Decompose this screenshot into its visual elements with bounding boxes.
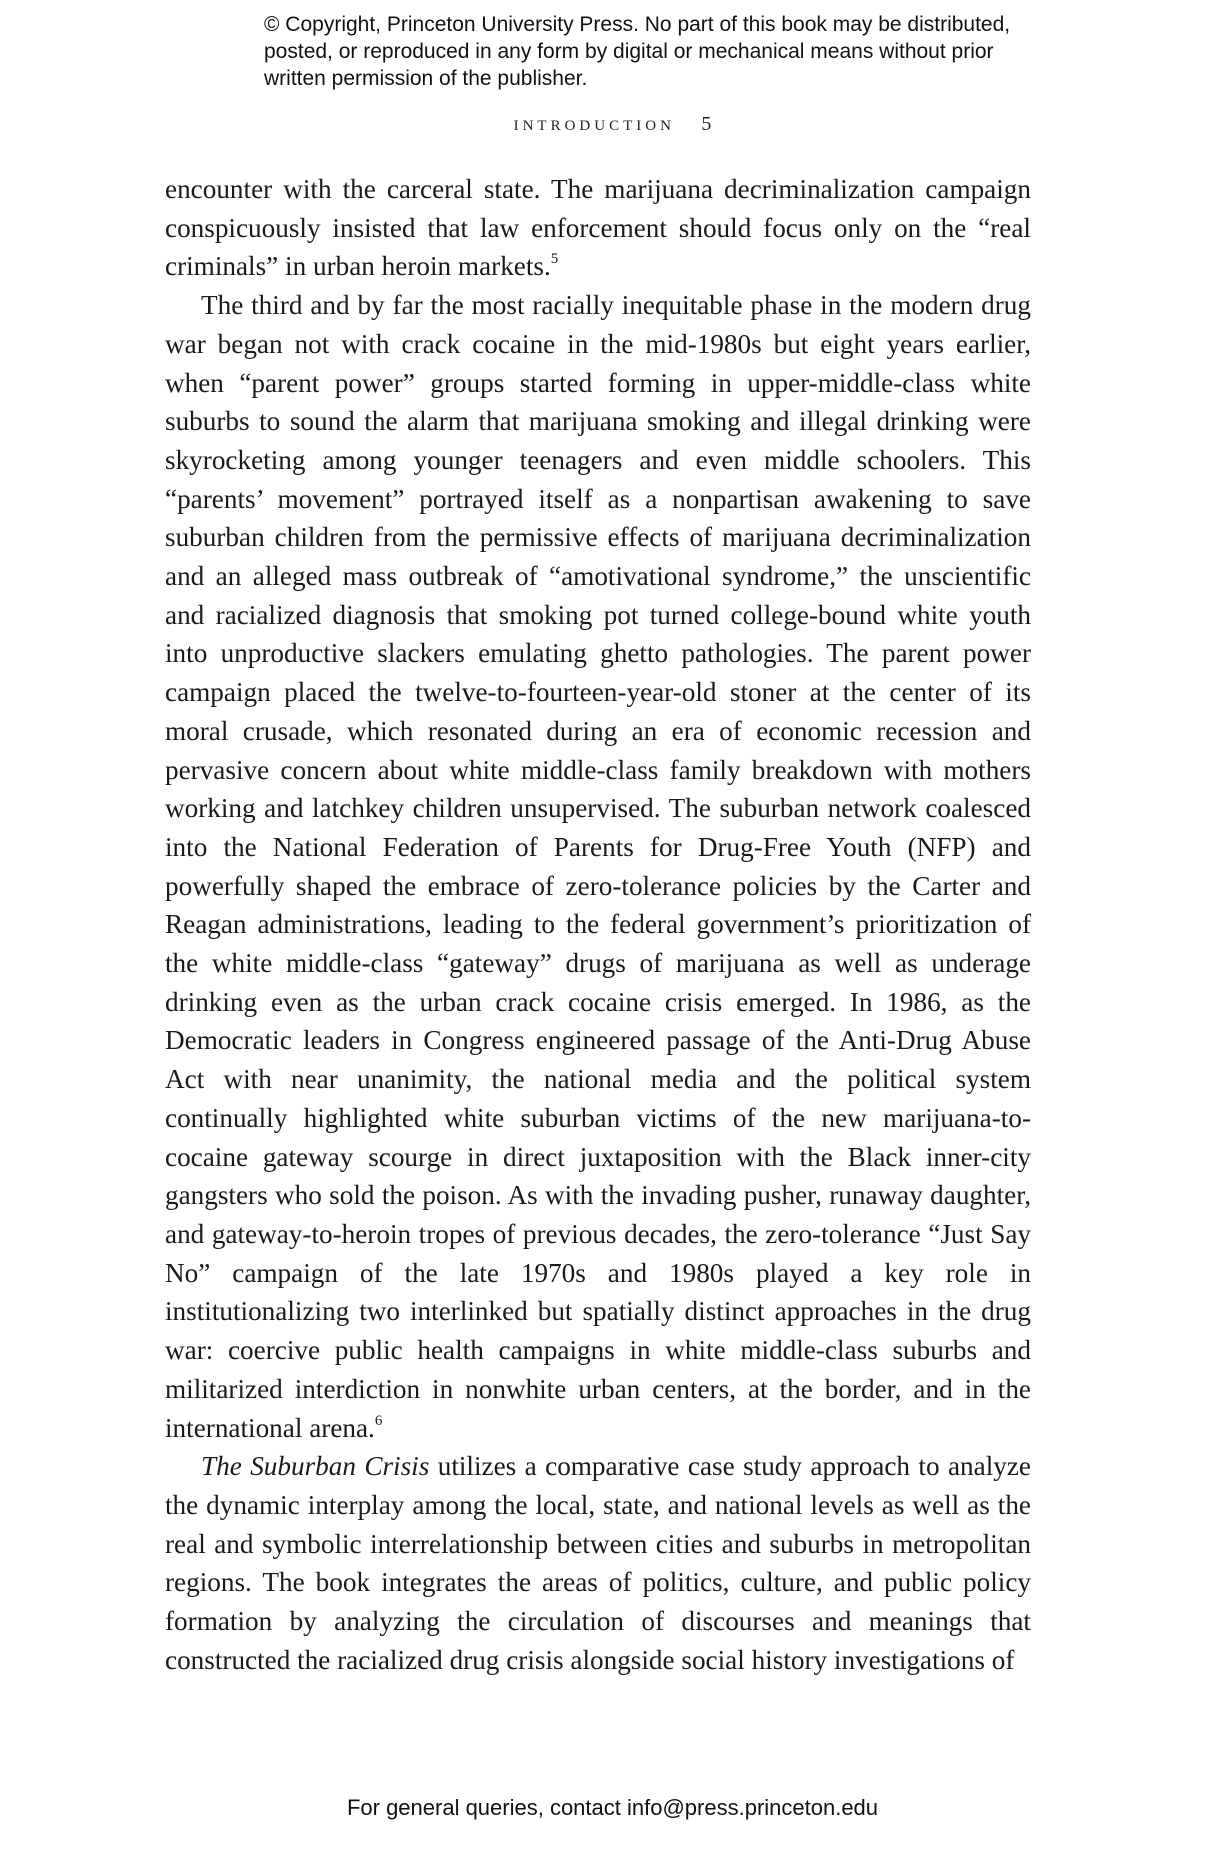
running-head — [0, 113, 1225, 136]
body-text — [165, 170, 1031, 1679]
paragraph-text: utilizes a comparative case study approach to analyze the dynamic interplay among the local, state, and national levels as well as the real and symbolic interrelationship between cities and suburbs in metropolitan regions. The book integrates the areas of politics, culture, and public policy formation by analyzing the circulation of discourses and meanings that constructed the racialized drug crisis alongside social history investigations of — [165, 1451, 1031, 1675]
copyright-notice: © Copyright, Princeton University Press. No part of this book may be distributed, posted, or reproduced in any form by digital or mechanical means without prior written permission of the publisher. — [264, 13, 1011, 90]
running-head-title: INTRODUCTION — [513, 118, 675, 134]
footnote-marker: 6 — [374, 1412, 383, 1429]
footnote-marker: 5 — [550, 251, 559, 268]
paragraph-text: encounter with the carceral state. The marijuana decriminalization campaign conspicuously insisted that law enforcement should focus only on the “real criminals” in urban heroin markets. — [165, 174, 1031, 282]
paragraph-3 — [165, 1447, 1031, 1679]
footer-contact: For general queries, contact info@press.princeton.edu — [346, 1795, 879, 1820]
page-number: 5 — [701, 113, 712, 135]
book-title: The Suburban Crisis — [201, 1451, 430, 1482]
paragraph-1 — [165, 170, 1031, 286]
paragraph-text: The third and by far the most racially inequitable phase in the modern drug war began not with crack cocaine in the mid-1980s but eight years earlier, when “parent power” groups started forming in upper-middle-class white suburbs to sound the alarm that marijuana smoking and illegal drinking were skyrocketing among younger teenagers and even middle schoolers. This “parents’ movement” portrayed itself as a nonpartisan awakening to save suburban children from the permissive effects of marijuana decriminalization and an alleged mass outbreak of “amotivational syndrome,” the unscientific and racialized diagnosis that smoking pot turned college-bound white youth into unproductive slackers emulating ghetto pathologies. The parent power campaign placed the twelve-to-fourteen-year-old stoner at the center of its moral crusade, which resonated during an era of economic recession and pervasive concern about white middle-class family breakdown with mothers working and latchkey children unsupervised. The suburban network coalesced into the National Federation of Parents for Drug-Free Youth (NFP) and powerfully shaped the embrace of zero-tolerance policies by the Carter and Reagan administrations, leading to the federal government’s prioritization of the white middle-class “gateway” drugs of marijuana as well as underage drinking even as the urban crack cocaine crisis emerged. In 1986, as the Democratic leaders in Congress engineered passage of the Anti-Drug Abuse Act with near unanimity, the national media and the political system continually highlighted white suburban victims of the new marijuana-to-cocaine gateway scourge in direct juxtaposition with the Black inner-city gangsters who sold the poison. As with the invading pusher, runaway daughter, and gateway-to-heroin tropes of previous decades, the zero-tolerance “Just Say No” campaign of the late 1970s and 1980s played a key role in institutionalizing two interlinked but spatially distinct approaches in the drug war: coercive public health campaigns in white middle-class suburbs and militarized interdiction in nonwhite urban centers, at the border, and in the international arena. — [165, 290, 1031, 1443]
paragraph-2 — [165, 286, 1031, 1447]
